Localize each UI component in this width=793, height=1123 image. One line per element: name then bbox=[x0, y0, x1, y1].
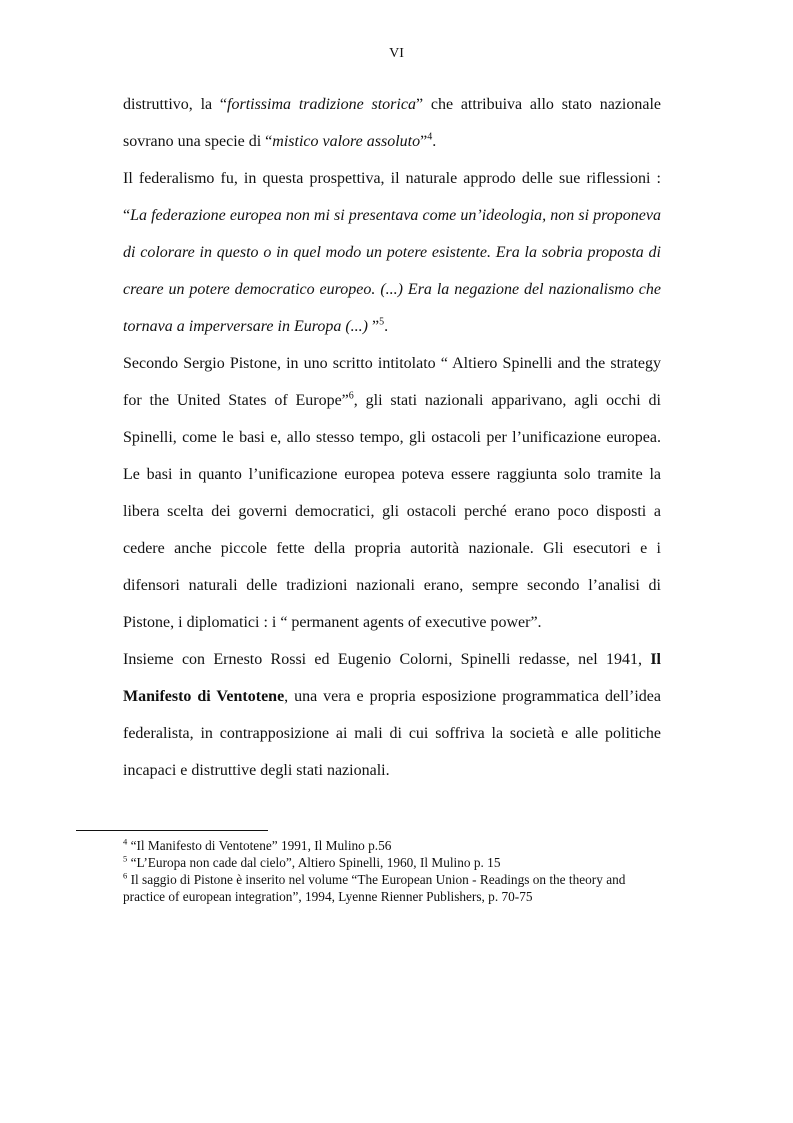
paragraph-nationalism: distruttivo, la “fortissima tradizione storica” che attribuiva allo stato nazionale sovrano una specie di “mistico valore assoluto”$^4$. bbox=[123, 96, 662, 150]
footnotes bbox=[123, 837, 661, 905]
paragraph-pistone: Secondo Sergio Pistone, in uno scritto intitolato “ Altiero Spinelli and the strategy for the United States of Europe”$^6$, gli stati nazionali apparivano, agli occhi di Spinelli, come le basi e, allo stesso tempo, gli ostacoli per l’unificazione europea. Le basi in quanto l’unificazione europea poteva essere raggiunta solo tramite la libera scelta dei governi democratici, gli ostacoli perché erano poco disposti a cedere anche piccole fette della propria autorità nazionale. Gli esecutori e i difensori naturali delle tradizioni nazionali erano, sempre secondo l’analisi di Pistone, i diplomatici : i “ permanent agents of executive power”. bbox=[123, 355, 661, 631]
footnote-5: $^5$ “L’Europa non cade dal cielo”, Altiero Spinelli, 1960, Il Mulino p. 15 bbox=[123, 853, 501, 870]
manifesto-title: Il Manifesto di Ventotene bbox=[123, 651, 661, 705]
paragraph-ventotene: Insieme con Ernesto Rossi ed Eugenio Colorni, Spinelli redasse, nel 1941, Il Manifesto di Ventotene, una vera e propria esposizione programmatica dell’idea federalista, in contrapposizione ai mali di cui soffriva la società e alle politiche incapaci e distruttive degli stati nazionali. bbox=[123, 651, 661, 779]
footnote-ref-6[interactable]: 6 bbox=[348, 390, 354, 402]
footnote-ref-4[interactable]: 4 bbox=[427, 131, 433, 143]
page-number: VI bbox=[389, 46, 404, 61]
footnote-6: $^6$ Il saggio di Pistone è inserito nel volume “The European Union - Readings on the theory and practice of european integration”, 1994, Lyenne Rienner Publishers, p. 70-75 bbox=[123, 870, 626, 904]
footnote-4: $^4$ “Il Manifesto di Ventotene” 1991, Il Mulino p.56 bbox=[123, 836, 392, 853]
block-quotation: La federazione europea non mi si presentava come un’ideologia, non si proponeva di colorare in questo o in quel modo un potere esistente. Era la sobria proposta di creare un potere democratico europeo. (...) Era la negazione del nazionalismo che tornava a imperversare in Europa (...) bbox=[123, 207, 661, 335]
footnote-ref-5[interactable]: 5 bbox=[379, 316, 385, 328]
paragraph-federalism-quote: Il federalismo fu, in questa prospettiva, il naturale approdo delle sue riflessioni : “La federazione europea non mi si presentava come un’ideologia, non si proponeva di colorare in questo o in quel modo un potere esistente. Era la sobria proposta di creare un potere democratico europeo. (...) Era la negazione del nazionalismo che tornava a imperversare in Europa (...) ”$^5$. bbox=[123, 170, 661, 335]
body-text bbox=[123, 86, 661, 789]
footnote-separator bbox=[76, 830, 268, 831]
